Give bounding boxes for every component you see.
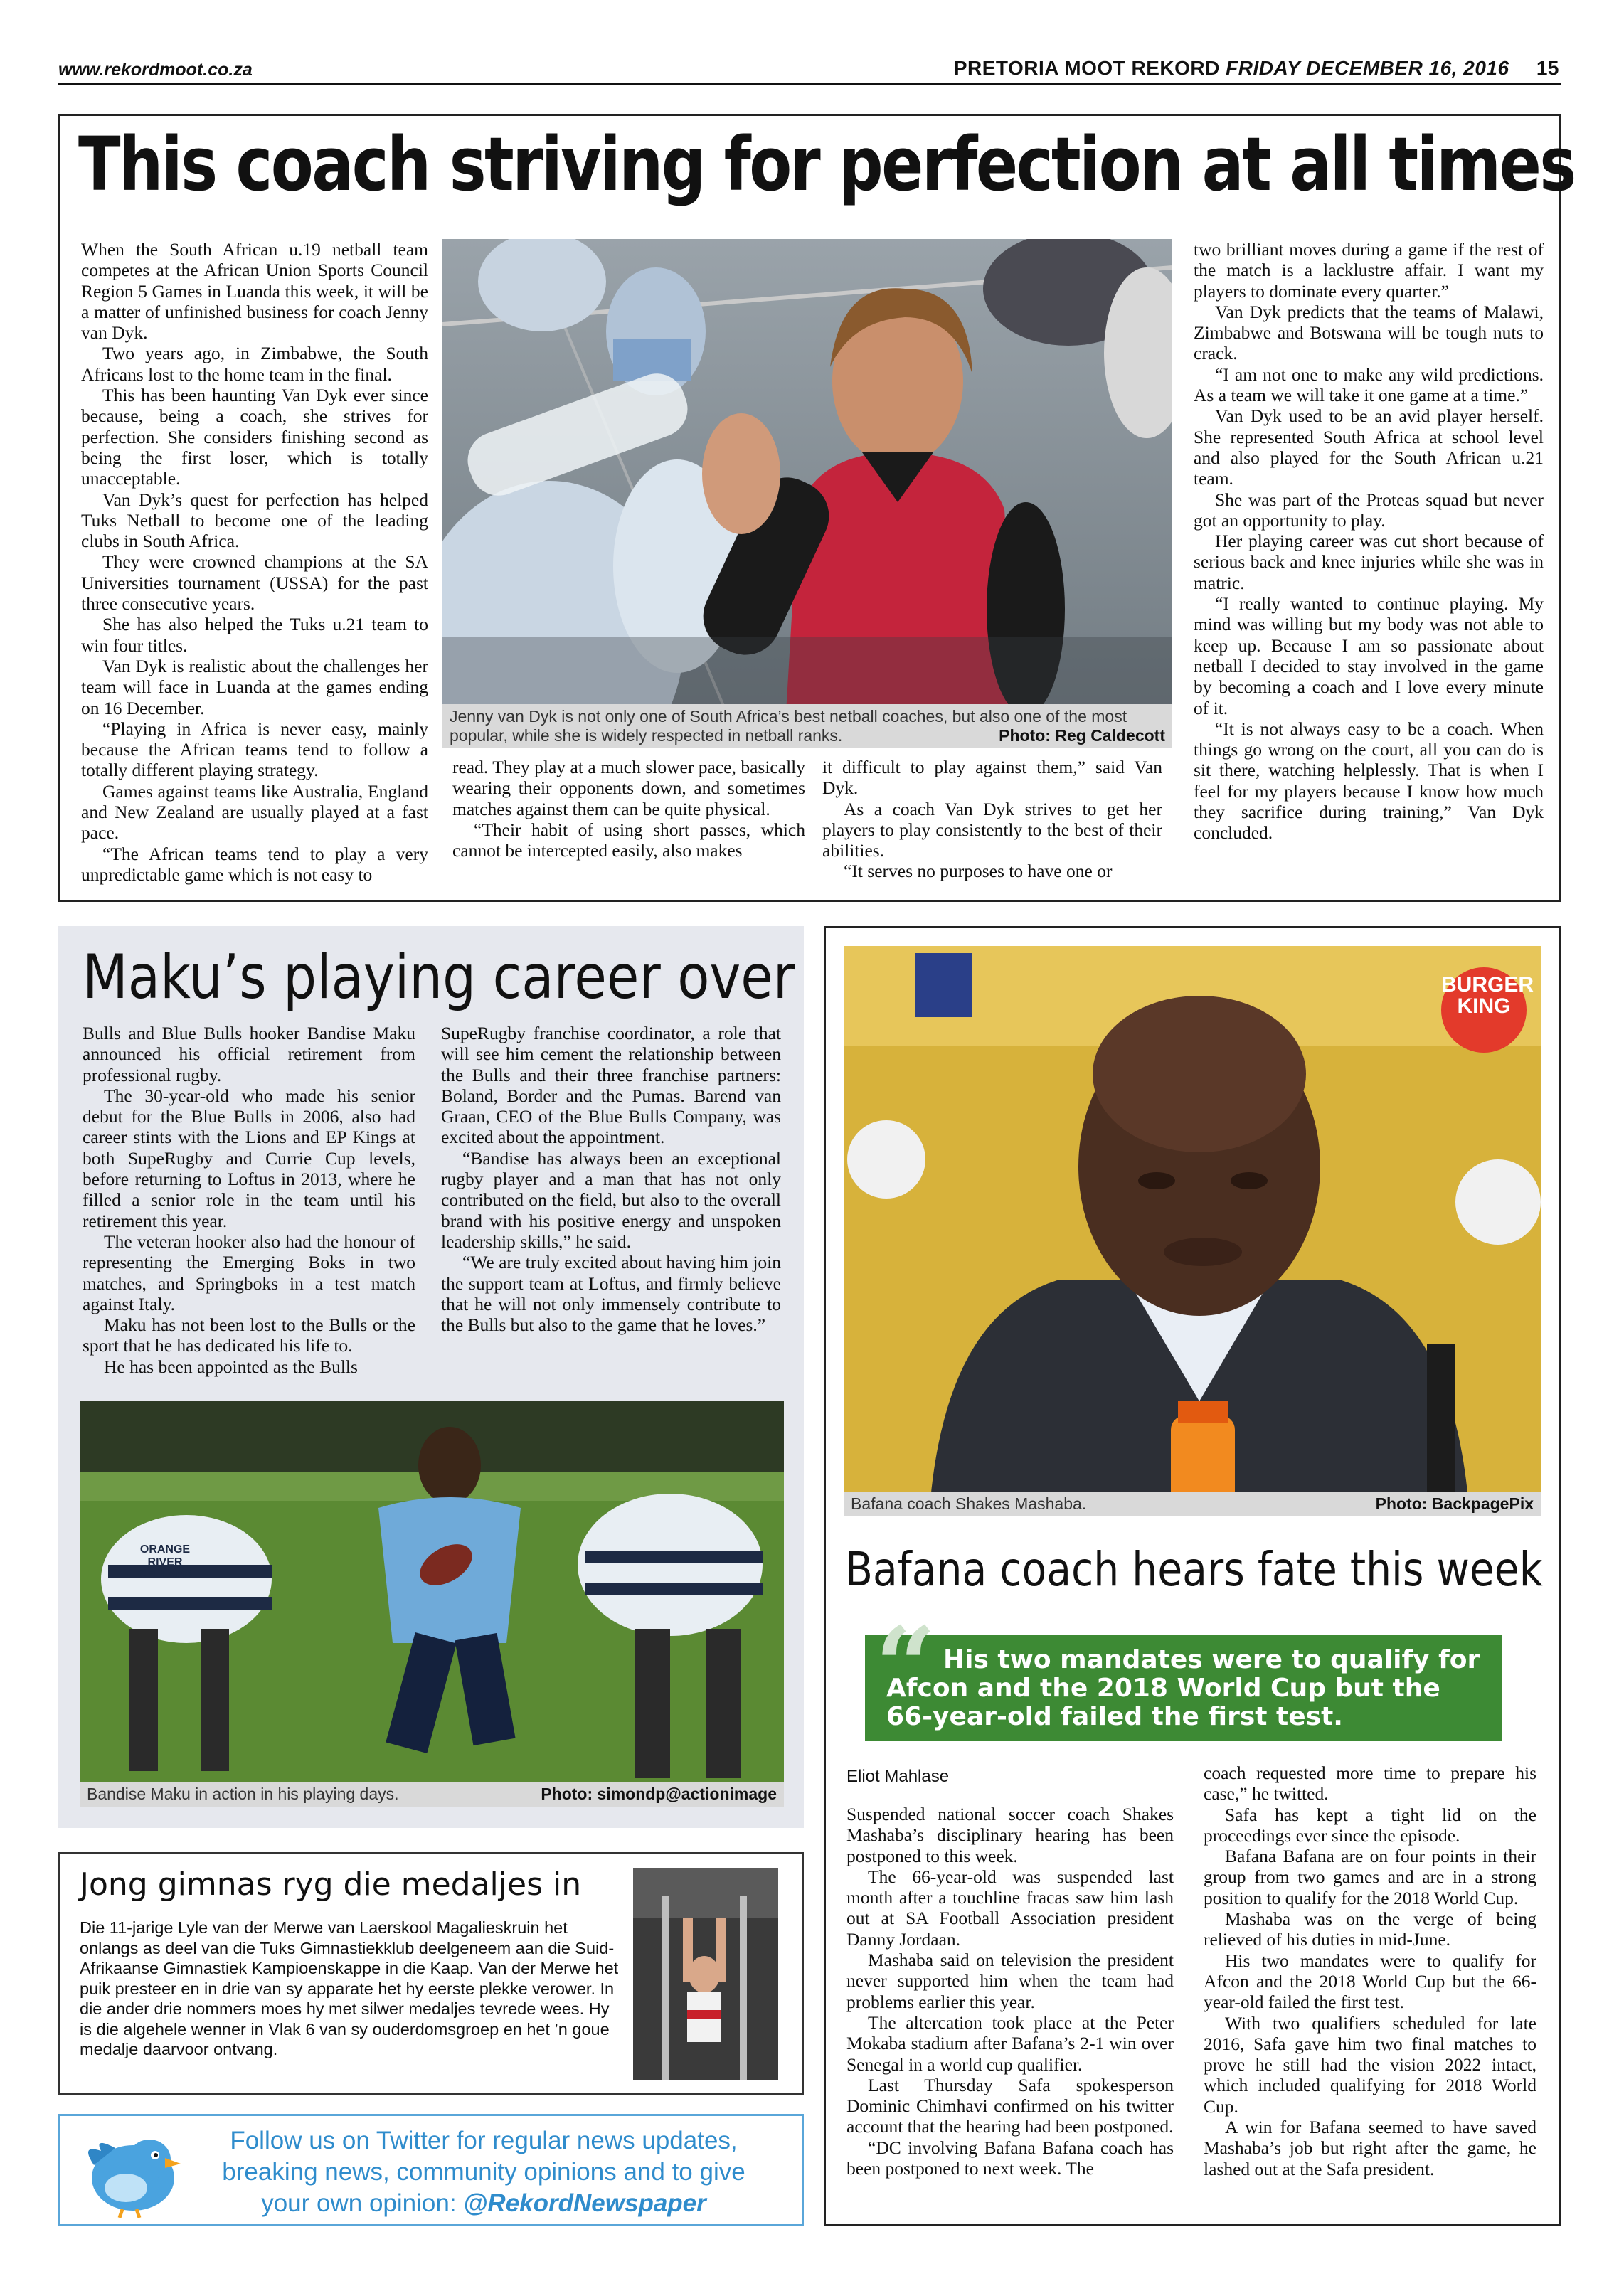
paragraph: read. They play at a much slower pace, basically wearing their opponents down, and sometimes matches against them can be quite physical. <box>452 757 805 819</box>
bafana-coach-photo <box>844 946 1541 1516</box>
twitter-line-1: Follow us on Twitter for regular news updates, <box>230 2127 738 2154</box>
twitter-handle-link[interactable]: @RekordNewspaper <box>463 2189 706 2217</box>
bafana-photo-caption <box>844 1492 1541 1516</box>
paragraph: “Bandise has always been an exceptional rugby player and a man that has not only contributed on the field, but also to the overall brand with his positive energy and unspoken leadership skills,” he said. <box>441 1147 781 1252</box>
paragraph: Van Dyk’s quest for perfection has helped Tuks Netball to become one of the leading clubs in South Africa. <box>81 489 428 552</box>
paragraph: A win for Bafana seemed to have saved Mashaba’s job but right after the game, he lashed out at the Safa president. <box>1204 2117 1536 2179</box>
paragraph: “I am not one to make any wild predictions. As a team we will take it one game at a time.” <box>1194 363 1544 406</box>
twitter-line-3 <box>186 2188 781 2219</box>
paragraph: When the South African u.19 netball team competes at the African Union Sports Council Region 5 Games in Luanda this week, it will be a matter of unfinished business for coach Jenny van Dyk. <box>81 239 428 344</box>
page-number: 15 <box>1536 57 1559 79</box>
paragraph: She was part of the Proteas squad but never got an opportunity to play. <box>1194 489 1544 531</box>
photo-credit: Photo: BackpagePix <box>1375 1494 1534 1513</box>
twitter-promo-text <box>186 2125 781 2219</box>
paragraph: Mashaba was on the verge of being relieved of his duties in mid-June. <box>1204 1908 1536 1950</box>
caption-text: Bafana coach Shakes Mashaba. <box>851 1494 1087 1513</box>
netball-photo-illustration <box>442 239 1172 748</box>
paragraph: Van Dyk used to be an avid player herself. She represented South Africa at school level and also played for the South African u.21 team. <box>1194 405 1544 489</box>
coach-story-headline: This coach striving for perfection at all times <box>78 121 1575 208</box>
bafana-pullquote <box>865 1604 1502 1741</box>
paragraph: They were crowned champions at the SA Universities tournament (USSA) for the past three consecutive years. <box>81 551 428 615</box>
bafana-story-col-1 <box>846 1804 1174 2179</box>
photo-credit: Photo: simondp@actionimage <box>541 1785 777 1803</box>
masthead-info <box>954 57 1559 80</box>
pullquote-text: His two mandates were to qualify for Afcon and the 2018 World Cup but the 66-year-old failed the first test. <box>886 1645 1480 1731</box>
twitter-line-3-text: your own opinion: <box>261 2189 464 2217</box>
paragraph: He has been appointed as the Bulls <box>104 1356 358 1377</box>
paragraph: His two mandates were to qualify for Afcon and the 2018 World Cup but the 66-year-old failed the first test. <box>1204 1950 1536 2013</box>
coach-story-col-1 <box>81 239 428 885</box>
maku-story-col-2 <box>441 1023 781 1335</box>
paragraph: “We are truly excited about having him join the support team at Loftus, and firmly believe that he will not only immensely contribute to the Bulls but also to the game that he loves.” <box>441 1252 781 1336</box>
bafana-byline: Eliot Mahlase <box>846 1767 950 1786</box>
rugby-photo-caption <box>80 1782 784 1807</box>
twitter-bird-icon <box>80 2122 186 2219</box>
paragraph: Bafana Bafana are on four points in their group from two games and are in a strong position to qualify for the 2018 World Cup. <box>1204 1846 1536 1908</box>
paper-name: PRETORIA MOOT REKORD <box>953 57 1220 79</box>
bafana-story-headline: Bafana coach hears fate this week <box>845 1542 1543 1597</box>
rugby-action-photo <box>80 1401 784 1807</box>
paragraph: Suspended national soccer coach Shakes Mashaba’s disciplinary hearing has been postponed to this week. <box>846 1804 1174 1866</box>
gymnast-illustration <box>633 1868 778 2080</box>
coach-story-col-2 <box>452 757 805 861</box>
paragraph: This has been haunting Van Dyk ever since because, being a coach, she strives for perfection. She considers finishing second as being the first loser, which is totally unacceptable. <box>81 385 428 489</box>
maku-story-col-1 <box>83 1023 415 1377</box>
gym-story-body: Die 11-jarige Lyle van der Merwe van Laerskool Magalieskruin het onlangs as deel van die Tuks Gimnastiekklub deelgeneem aan die Suid-Afrikaanse Gimnastiek Kampioenskappe in die Kaap. Van der Merwe het puik presteer en in drie van sy apparate het hy eerste plekke verower. In die ander drie nommers moes hy met silwer medaljes tevrede wees. Hy is die algehele wenner in Vlak 6 van sy ouderdomsgroep en het ’n goue medalje daarvoor ontvang. <box>80 1918 619 2058</box>
site-url: www.rekordmoot.co.za <box>58 60 253 80</box>
bafana-photo-illustration <box>844 946 1541 1516</box>
rugby-photo-illustration <box>80 1401 784 1807</box>
paragraph: it difficult to play against them,” said Van Dyk. <box>822 757 1162 799</box>
gym-story-headline: Jong gimnas ryg die medaljes in <box>80 1866 582 1903</box>
paragraph: Safa has kept a tight lid on the proceedings ever since the episode. <box>1204 1804 1536 1846</box>
netball-photo-caption <box>442 704 1172 748</box>
paragraph: With two qualifiers scheduled for late 2016, Safa gave him two final matches to prove he still had the vision 2022 intact, which included qualifying for 2018 World Cup. <box>1204 2012 1536 2117</box>
paragraph: Games against teams like Australia, England and New Zealand are usually played at a fast pace. <box>81 780 428 844</box>
paragraph: She has also helped the Tuks u.21 team to win four titles. <box>81 614 428 656</box>
paragraph: Van Dyk is realistic about the challenges her team will face in Luanda at the games ending on 16 December. <box>81 655 428 718</box>
paragraph: Bulls and Blue Bulls hooker Bandise Maku announced his official retirement from professional rugby. <box>83 1023 415 1085</box>
paragraph: “The African teams tend to play a very unpredictable game which is not easy to <box>81 843 428 885</box>
paragraph: “Playing in Africa is never easy, mainly because the African teams tend to follow a totally different playing strategy. <box>81 718 428 781</box>
paragraph: The 30-year-old who made his senior debut for the Blue Bulls in 2006, also had career stints with the Lions and EP Kings at both SupeRugby and Currie Cup levels, before returning to Loftus in 2013, where he filled a senior role in the team until his retirement this year. <box>83 1085 415 1231</box>
paragraph: “It is not always easy to be a coach. When things go wrong on the court, all you can do is sit there, watching helplessly. That is when I feel for my players because I know how much they sacrifice during training,” Van Dyk concluded. <box>1194 718 1544 844</box>
paragraph: The veteran hooker also had the honour of representing the Emerging Boks in two matches, and Springboks in a test match against Italy. <box>83 1231 415 1314</box>
paragraph: “DC involving Bafana Bafana coach has been postponed to next week. The <box>846 2137 1174 2179</box>
paragraph: The altercation took place at the Peter Mokaba stadium after Bafana’s 2-1 win over Senegal in a world cup qualifier. <box>846 2011 1174 2075</box>
paragraph: Last Thursday Safa spokesperson Dominic Chimhavi confirmed on his twitter account that the hearing had been postponed. <box>846 2074 1174 2137</box>
netball-coach-photo <box>442 239 1172 748</box>
paragraph: Van Dyk predicts that the teams of Malawi, Zimbabwe and Botswana will be tough nuts to crack. <box>1194 301 1544 364</box>
paragraph: Her playing career was cut short because of serious back and knee injuries while she was in matric. <box>1194 531 1544 593</box>
paragraph: The 66-year-old was suspended last month after a touchline fracas saw him lash out at SA Football Association president Danny Jordaan. <box>846 1866 1174 1950</box>
paragraph: Mashaba said on television the president never supported him when the team had problems earlier this year. <box>846 1950 1174 2012</box>
jersey-sponsor-text: ORANGE RIVER CELLARS <box>138 1543 192 1581</box>
header-rule <box>58 83 1561 85</box>
maku-story-headline: Maku’s playing career over <box>83 942 795 1013</box>
paragraph: Maku has not been lost to the Bulls or the sport that he has dedicated his life to. <box>83 1314 415 1356</box>
paragraph: SupeRugby franchise coordinator, a role that will see him cement the relationship between the Bulls and their three franchise partners: Boland, Border and the Pumas. Barend van Graan, CEO of the Blue Bulls Company, was excited about the appointment. <box>441 1023 781 1148</box>
issue-date: FRIDAY DECEMBER 16, 2016 <box>1226 57 1509 79</box>
gymnast-photo <box>633 1868 778 2080</box>
coach-story-col-4 <box>1194 239 1544 844</box>
paragraph: “It serves no purposes to have one or <box>844 861 1113 882</box>
paragraph: coach requested more time to prepare his case,” he twitted. <box>1204 1763 1536 1805</box>
quote-mark-icon: “ <box>875 1604 937 1729</box>
paragraph: “Their habit of using short passes, which cannot be intercepted easily, also makes <box>452 819 805 861</box>
sponsor-logo-text: BURGER KING <box>1441 973 1534 1018</box>
bafana-story-col-2 <box>1204 1763 1536 2179</box>
photo-credit: Photo: Reg Caldecott <box>999 726 1165 745</box>
caption-text: Jenny van Dyk is not only one of South Africa’s best netball coaches, but also one of the most popular, while she is widely respected in netball ranks. <box>450 707 1127 745</box>
twitter-line-2: breaking news, community opinions and to give <box>222 2158 745 2186</box>
paragraph: Two years ago, in Zimbabwe, the South Africans lost to the home team in the final. <box>81 343 428 385</box>
paragraph: two brilliant moves during a game if the rest of the match is a lacklustre affair. I want my players to dominate every quarter.” <box>1194 239 1544 302</box>
paragraph: As a coach Van Dyk strives to get her players to play consistently to the best of their abilities. <box>822 798 1162 861</box>
caption-text: Bandise Maku in action in his playing days. <box>87 1785 399 1803</box>
coach-story-col-3 <box>822 757 1162 882</box>
paragraph: “I really wanted to continue playing. My mind was willing but my body was not able to keep up. Because I am so passionate about netball I decided to stay involved in the game by becoming a coach and I love every minute of it. <box>1194 593 1544 718</box>
twitter-bird-svg <box>80 2122 186 2219</box>
